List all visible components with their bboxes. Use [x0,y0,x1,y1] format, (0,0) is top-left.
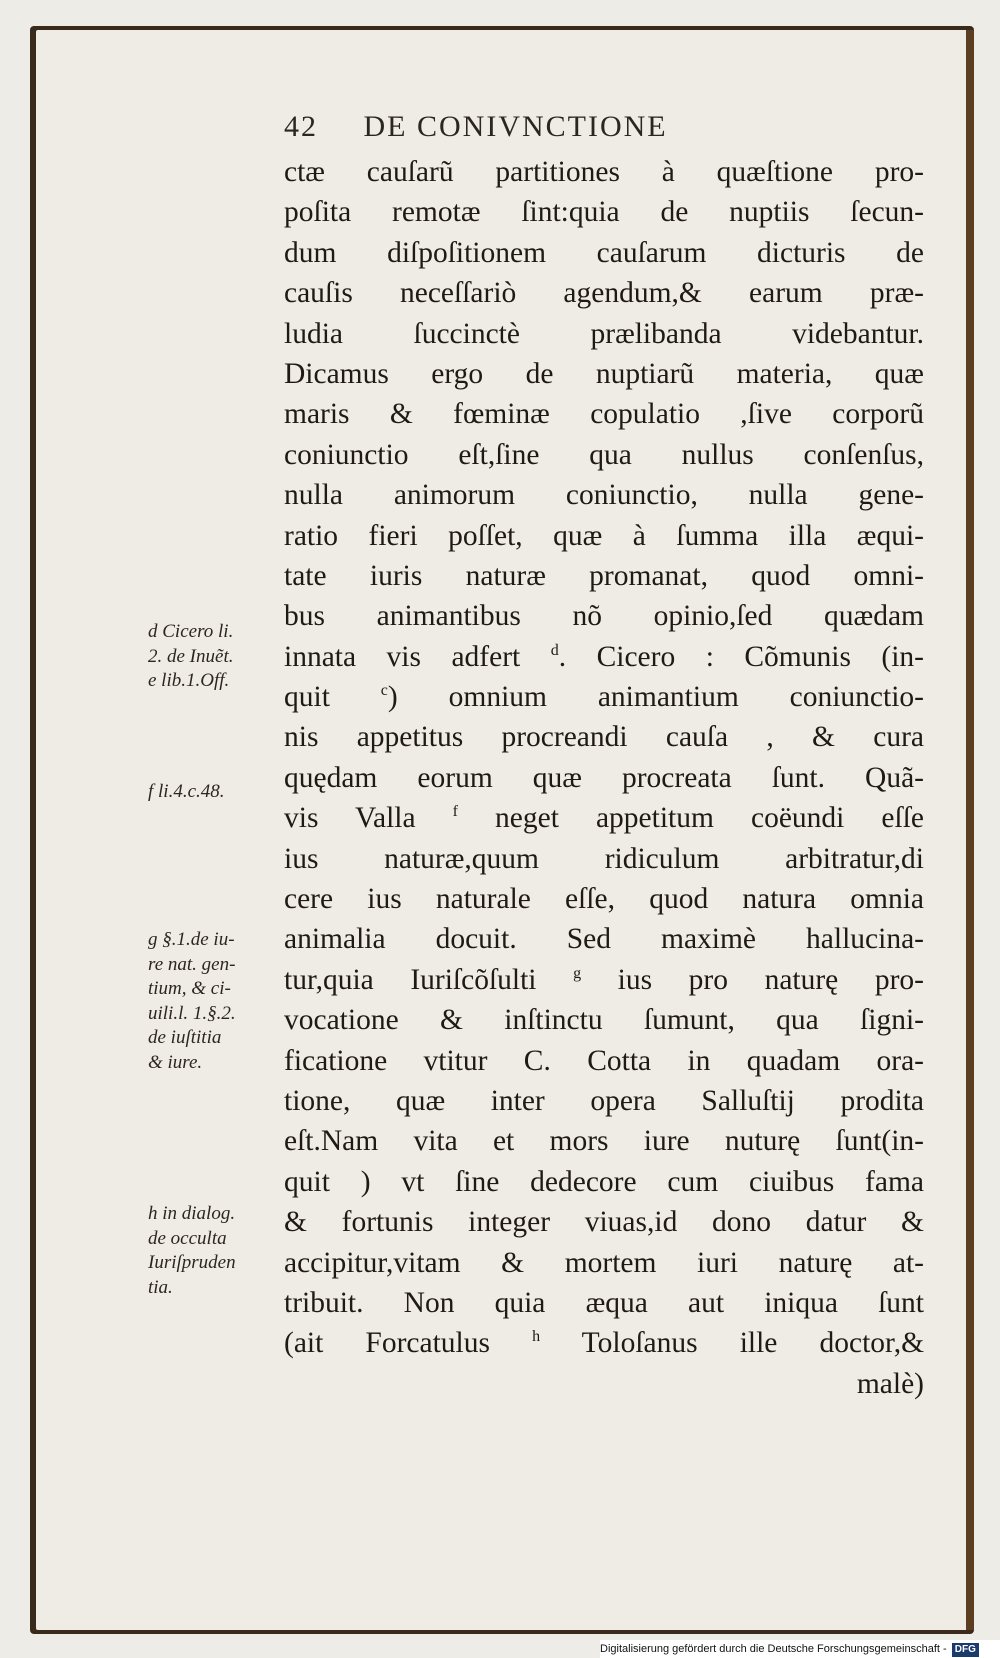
book-page [36,30,968,1630]
text-line: eſt.Nam vita et mors iure nuturę ſunt(in- [284,1125,924,1158]
text-line: ius naturæ,quum ridiculum arbitratur,di [284,842,924,875]
text-line: coniunctio eſt,ſine qua nullus conſenſus, [284,438,924,471]
text-line: accipitur,vitam & mortem iuri naturę at- [284,1246,924,1279]
text-segment: ) omnium animantium coniunctio- [387,681,924,714]
text-line: vocatione & inſtinctu ſumunt, qua ſigni- [284,1004,924,1037]
body-text [284,152,924,1404]
text-line: cauſis neceſſariò agendum,& earum præ- [284,277,924,310]
text-segment: tur,quia Iuriſcõſulti [284,963,537,996]
text-line: dum diſpoſitionem cauſarum dicturis de [284,236,924,269]
text-segment: quit [284,681,330,714]
note-line: uili.l. 1.§.2. [148,1002,236,1024]
text-line: ludia ſuccinctè prælibanda videbantur. [284,317,924,350]
text-line: ratio fieri poſſet, quæ à ſumma illa æqui- [284,519,924,552]
note-line: d Cicero li. [148,621,234,642]
text-segment: (ait Forcatulus [284,1327,490,1360]
text-line: maris & fœminæ copulatio ,ſive corporũ [284,398,924,431]
text-segment: ius pro naturę pro- [581,963,924,996]
credit-text: Digitalisierung gefördert durch die Deutsche Forschungsgemeinschaft - [600,1643,947,1655]
text-line [284,798,924,838]
note-line: & iure. [148,1051,203,1073]
text-line [284,960,924,1000]
note-line: tium, & ci- [148,978,231,999]
text-line: nulla animorum coniunctio, nulla gene- [284,479,924,512]
text-line [284,1323,924,1363]
note-line: g §.1.de iu- [148,929,235,950]
dfg-logo: DFG [952,1643,979,1657]
text-segment: Toloſanus ille doctor,& [540,1327,925,1360]
text-line: bus animantibus nõ opinio,ſed quædam [284,600,924,633]
running-title: DE CONIVNCTIONE [363,110,668,143]
text-line: tate iuris naturæ promanat, quod omni- [284,559,924,592]
note-mark: g [573,964,582,982]
text-line: Dicamus ergo de nuptiarũ materia, quæ [284,357,924,390]
marginal-note-g [148,928,278,1075]
note-mark: f [452,803,458,821]
note-line: f li.4.c.48. [148,781,225,802]
text-segment: neget appetitum coëundi eſſe [457,802,924,835]
text-line [284,677,924,717]
note-mark: c [380,682,388,700]
binding-edge [966,30,974,1630]
text-line: quędam eorum quæ procreata ſunt. Quã- [284,761,924,794]
text-line: poſita remotæ ſint:quia de nuptiis ſecun- [284,196,924,229]
text-line: ctæ cauſarũ partitiones à quæſtione pro- [284,156,924,188]
note-mark: h [532,1328,541,1346]
marginal-note-e [148,669,278,694]
note-line: de iuſtitia [148,1027,222,1048]
text-segment: . Cicero : Cõmunis (in- [558,640,924,673]
digitization-credit [600,1640,1000,1658]
note-line: re nat. gen- [148,953,236,975]
note-line: tia. [148,1276,173,1298]
note-line: 2. de Inuẽt. [148,645,234,667]
note-mark: d [550,641,559,659]
text-line: nis appetitus procreandi cauſa , & cura [284,721,924,754]
text-line: tribuit. Non quia æqua aut iniqua ſunt [284,1286,924,1319]
note-line: e lib.1.Off. [148,670,230,691]
marginal-note-d [148,620,278,669]
text-line: animalia docuit. Sed maximè hallucina- [284,923,924,956]
text-line [284,637,924,677]
running-head [284,110,844,144]
note-line: h in dialog. [148,1203,236,1224]
text-line: quit ) vt ſine dedecore cum ciuibus fama [284,1165,924,1198]
marginal-note-f [148,780,278,805]
marginal-note-h [148,1202,278,1300]
note-line: de occulta [148,1227,227,1249]
text-line: malè) [856,1367,924,1400]
text-segment: innata vis adfert [284,640,521,673]
text-line: ficatione vtitur C. Cotta in quadam ora- [284,1044,924,1077]
note-line: Iuriſpruden [148,1252,236,1273]
text-line: & fortunis integer viuas,id dono datur & [284,1206,924,1239]
page-number: 42 [284,110,318,143]
text-line: cere ius naturale eſſe, quod natura omnia [284,883,924,916]
text-segment: vis Valla [284,802,416,835]
text-line: tione, quæ inter opera Salluſtij prodita [284,1084,924,1117]
